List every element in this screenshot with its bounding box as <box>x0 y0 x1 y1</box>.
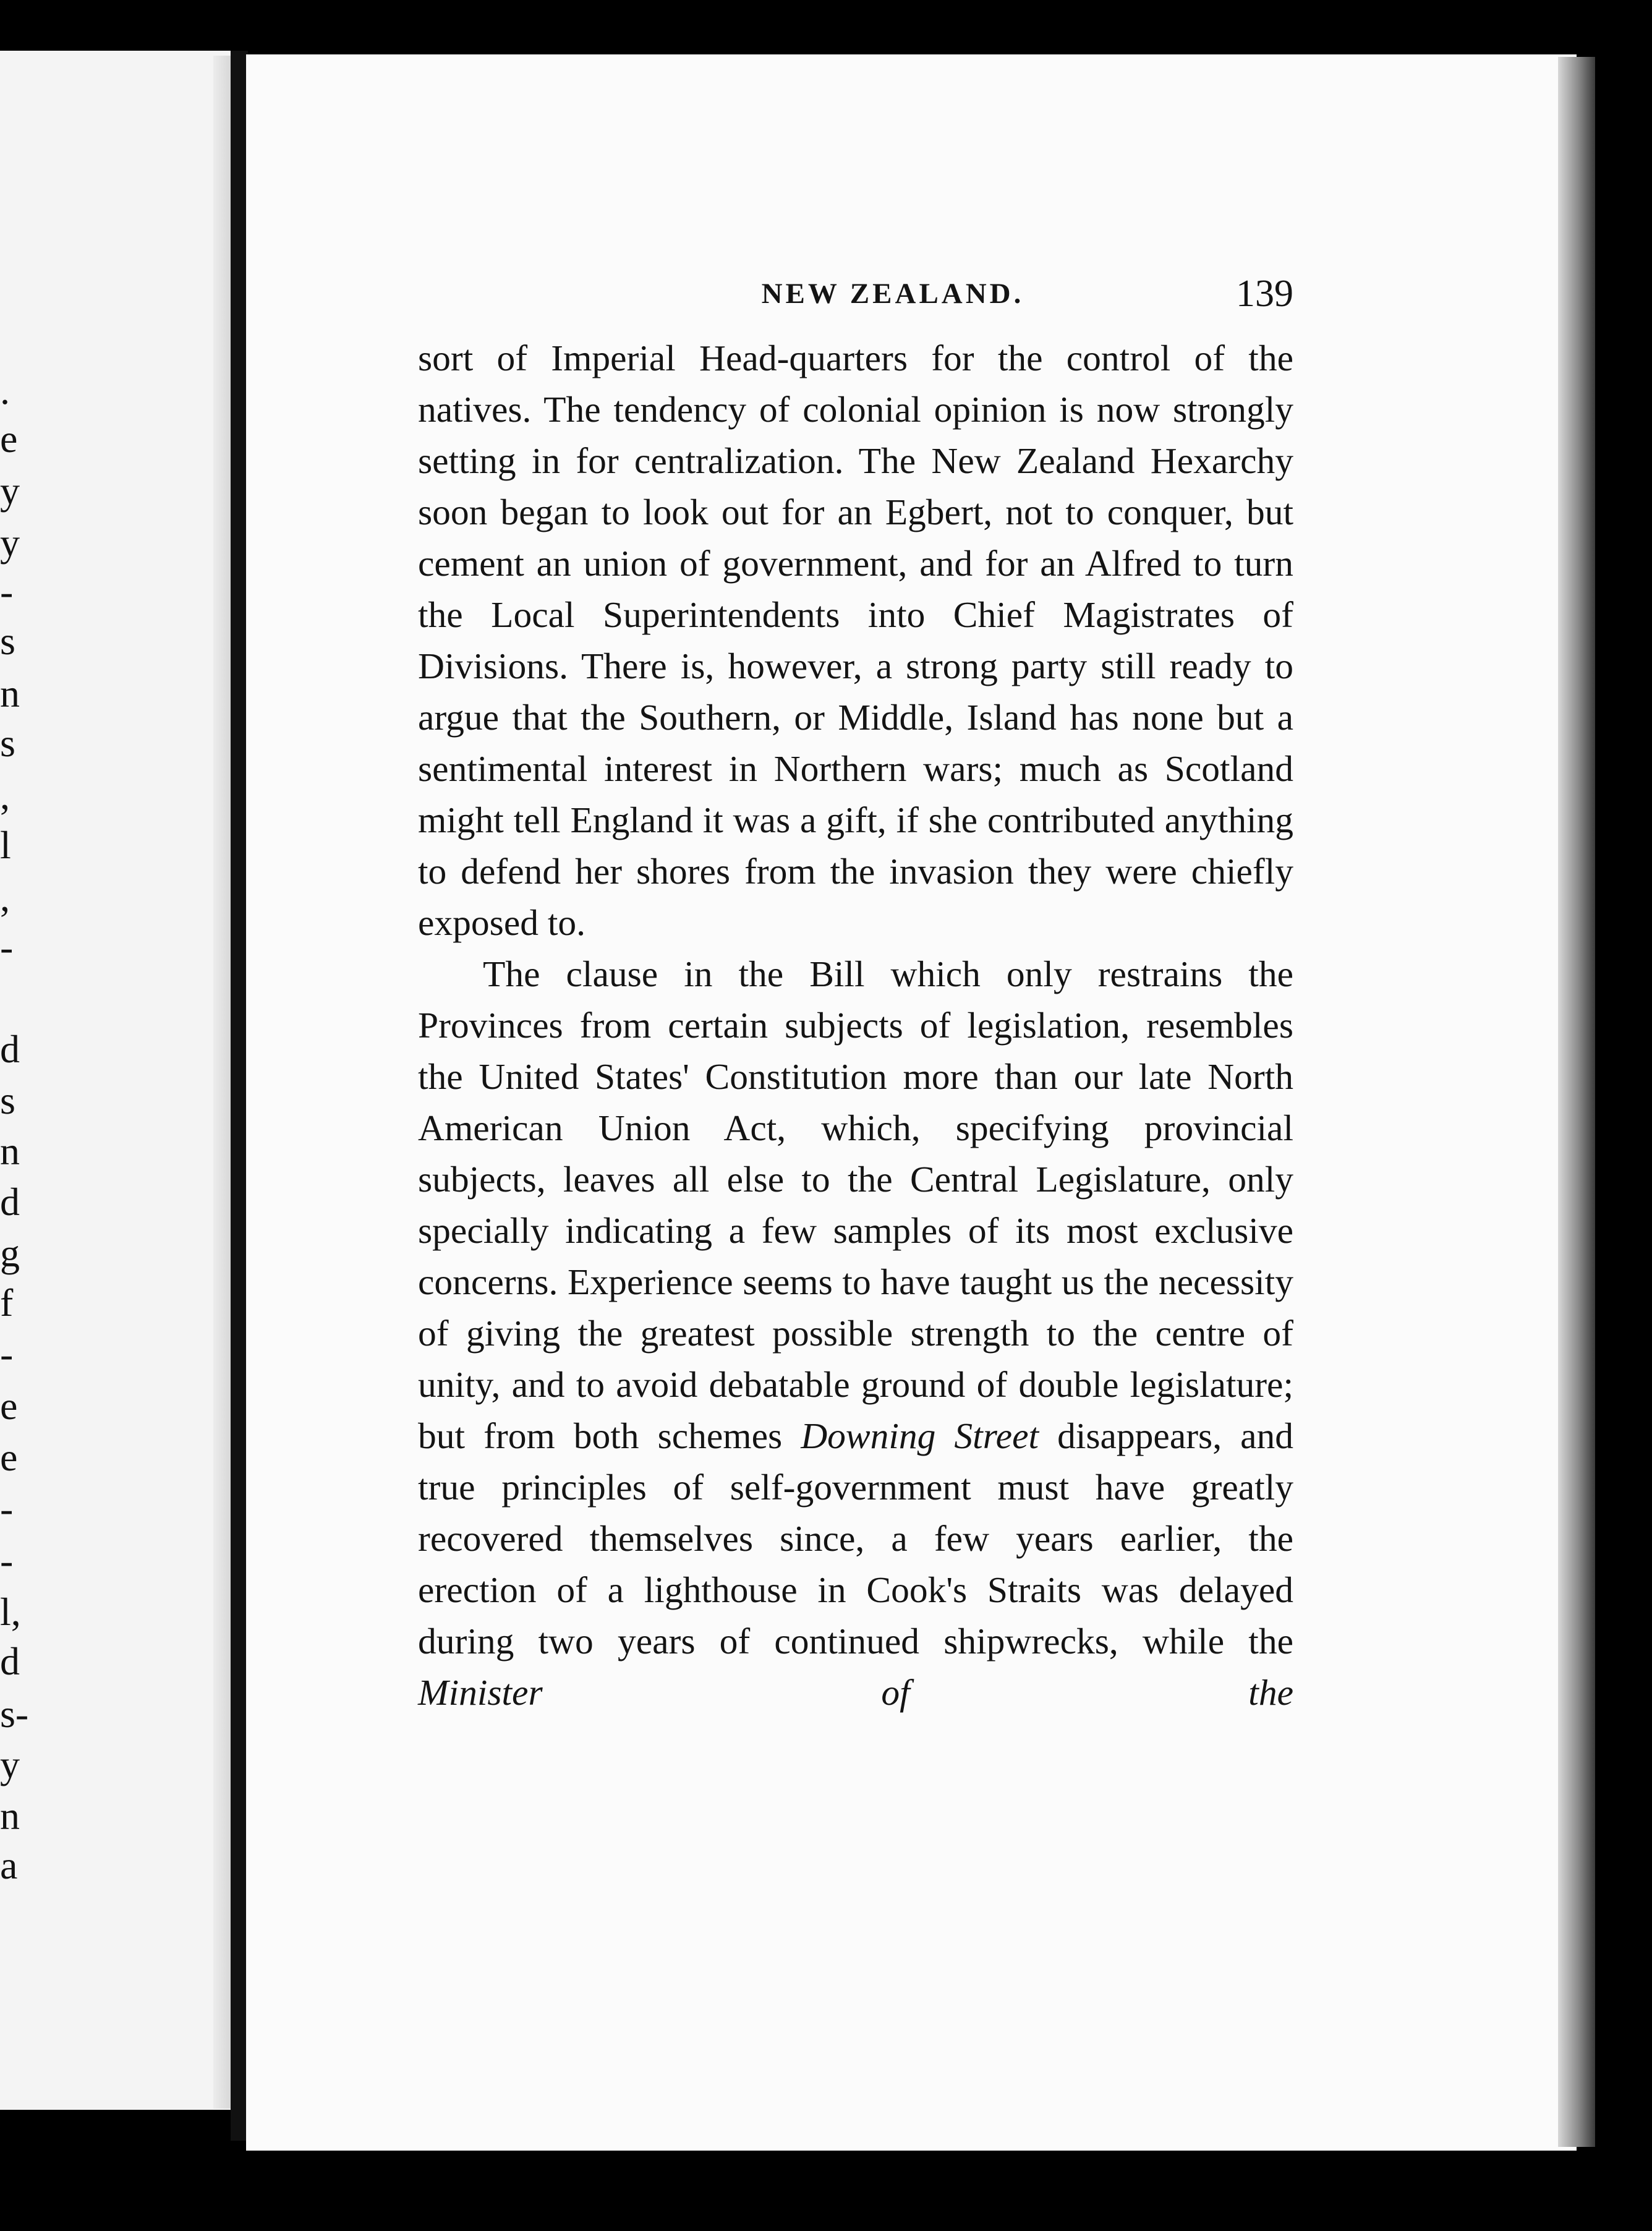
fragment: a <box>0 1843 18 1887</box>
fragment: n <box>0 1129 20 1173</box>
fragment: s <box>0 721 15 765</box>
paragraph-2 <box>418 949 1293 1718</box>
page-text-block <box>418 273 1294 1718</box>
fragment: y <box>0 521 20 565</box>
running-head <box>418 273 1293 333</box>
fragment: d <box>0 1180 20 1224</box>
fragment: e <box>0 1384 18 1428</box>
fragment: d <box>0 1639 20 1683</box>
fragment: y <box>0 1743 20 1786</box>
fragment: - <box>0 1332 14 1376</box>
fragment: d <box>0 1027 20 1071</box>
fragment: l <box>0 823 11 867</box>
fragment: e <box>0 1435 18 1479</box>
fragment: - <box>0 569 14 613</box>
fragment: , <box>0 774 10 817</box>
fragment: s- <box>0 1692 29 1736</box>
paragraph-2-text-a: The clause in the Bill which only restrains the Provinces from certain subjects of legislation, resembles the United States' Constitution more than our late North American Union Act, which, specifying provincial subjects, leaves all else to the Central Legislature, only specially indicating a few samples of its most exclusive concerns. Experience seems to have taught us the necessity of giving the greatest possible strength to the centre of unity, and to avoid debatable ground of double legislature; but from both schemes <box>418 953 1293 1456</box>
fragment: e <box>0 417 18 461</box>
fragment: - <box>0 925 14 969</box>
page-number: 139 <box>1236 273 1293 315</box>
paragraph-2-italic-a: Downing Street <box>801 1415 1039 1456</box>
fragment: y <box>0 469 20 513</box>
page-edge <box>1558 57 1595 2147</box>
fragment: f <box>0 1281 14 1325</box>
running-title: NEW ZEALAND. <box>761 278 1024 310</box>
fragment: . <box>0 369 10 412</box>
fragment: l, <box>0 1590 21 1634</box>
fragment: s <box>0 1078 15 1122</box>
fragment: s <box>0 619 15 663</box>
paragraph-2-text-b: disappears, and true principles of self-government must have greatly recovered themselves since, a few years earlier, the erection of a lighthouse in Cook's Straits was delayed during two years of continued shipwrecks, while the <box>418 1415 1294 1662</box>
fragment: n <box>0 672 20 715</box>
book-gutter <box>231 51 248 2141</box>
paragraph-1: sort of Imperial Head-quarters for the control of the natives. The tendency of colonial opinion is now strongly setting in for centralization. The New Zealand Hexarchy soon began to look out for an Egbert, not to conquer, but cement an union of government, and for an Alfred to turn the Local Superintendents into Chief Magistrates of Divisions. There is, however, a strong party still ready to argue that the Southern, or Middle, Island has none but a sentimental interest in Northern wars; much as Scotland might tell England it was a gift, if she contributed anything to defend her shores from the invasion they were chiefly exposed to. <box>418 338 1293 943</box>
fragment: g <box>0 1231 20 1275</box>
fragment: , <box>0 876 10 919</box>
fragment: - <box>0 1487 14 1530</box>
fragment: n <box>0 1794 20 1838</box>
paragraph-2-italic-b: Minister of the <box>418 1672 1293 1713</box>
fragment: - <box>0 1538 14 1582</box>
